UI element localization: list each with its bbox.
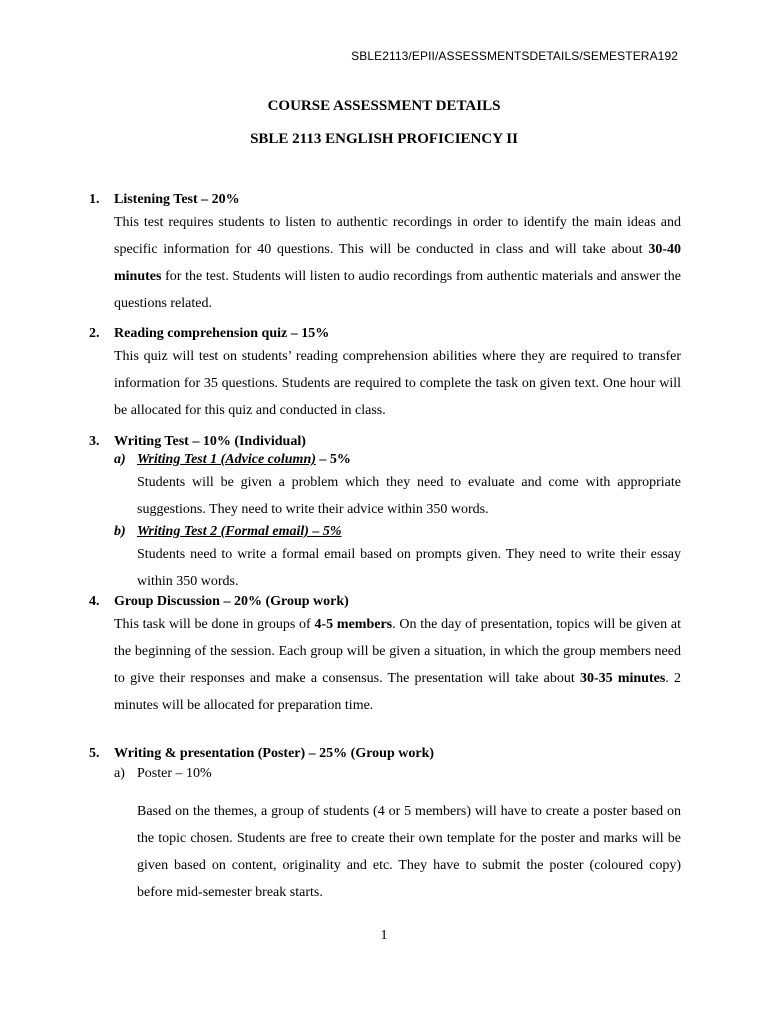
section-title: Writing Test – 10% (Individual) (114, 434, 306, 449)
section-group-discussion (89, 593, 681, 719)
section-body: This quiz will test on students’ reading comprehension abilities where they are required to transfer information for 35 questions. Students are required to complete the task on given text. One hour will be allocated for this quiz and conducted in class. (114, 349, 681, 418)
section-heading (89, 745, 681, 763)
section-body (114, 209, 681, 317)
section-reading-quiz (89, 325, 681, 424)
section-title: Group Discussion – 20% (Group work) (114, 594, 349, 609)
subsection-body: Students will be given a problem which they need to evaluate and come with appropriate suggestions. They need to write their advice within 350 words. (137, 475, 681, 517)
body-text-segment: . 2 minutes will be allocated for preparation time. (114, 671, 682, 713)
subsection-heading-a (114, 451, 681, 469)
body-text-segment: for the test. Students will listen to audio recordings from authentic materials and answer the questions related. (114, 269, 681, 311)
subsection-heading-b (114, 523, 681, 541)
emphasis-text: 4-5 members (314, 617, 393, 632)
section-title: Reading comprehension quiz – 15% (114, 326, 330, 341)
subsection-body: Students need to write a formal email based on prompts given. They need to write their essay within 350 words. (137, 547, 681, 589)
page-number: 1 (380, 928, 388, 943)
section-heading (89, 433, 681, 451)
section-title: Writing & presentation (Poster) – 25% (Group work) (114, 746, 435, 761)
section-heading (89, 325, 681, 343)
section-title: Listening Test – 20% (114, 192, 240, 207)
course-title: SBLE 2113 ENGLISH PROFICIENCY II (250, 131, 518, 147)
subsection-title: Writing Test 2 (Formal email) – 5% (137, 524, 342, 539)
section-writing-test (89, 433, 681, 595)
subsection-title: Writing Test 1 (Advice column) (137, 452, 316, 467)
section-body (114, 611, 681, 719)
body-text-segment: This task will be done in groups of (114, 617, 315, 632)
section-poster (89, 745, 681, 906)
section-heading (89, 191, 681, 209)
subsection-heading-a (114, 765, 681, 783)
emphasis-text: 30-40 minutes (114, 242, 681, 284)
subsection-label: a) (114, 452, 126, 467)
document-title: COURSE ASSESSMENT DETAILS (267, 98, 501, 114)
subsection-label: b) (114, 524, 126, 539)
section-number: 1. (89, 192, 100, 207)
section-heading (89, 593, 681, 611)
subsection-weight: – 5% (315, 452, 351, 467)
section-number: 2. (89, 326, 100, 341)
body-text-segment: This test requires students to listen to authentic recordings in order to identify the main ideas and specific information for 40 questions. This will be conducted in class and will take about (114, 215, 681, 257)
body-text-segment: . On the day of presentation, topics will be given at the beginning of the session. Each group will be given a situation, in which the group members need to give their responses and make a consensus. The presentation will take about (114, 617, 681, 686)
subsection-body: Based on the themes, a group of students (4 or 5 members) will have to create a poster based on the topic chosen. Students are free to create their own template for the poster and marks will be given based on content, originality and etc. They have to submit the poster (coloured copy) before mid-semester break starts. (137, 804, 681, 900)
section-number: 4. (89, 594, 100, 609)
section-number: 5. (89, 746, 100, 761)
section-listening-test (89, 191, 681, 317)
subsection-label: a) (114, 766, 125, 781)
subsection-title: Poster – 10% (137, 766, 212, 781)
emphasis-text: 30-35 minutes (579, 671, 666, 686)
section-number: 3. (89, 434, 100, 449)
document-code-header: SBLE2113/EPII/ASSESSMENTSDETAILS/SEMESTERA192 (351, 49, 678, 63)
